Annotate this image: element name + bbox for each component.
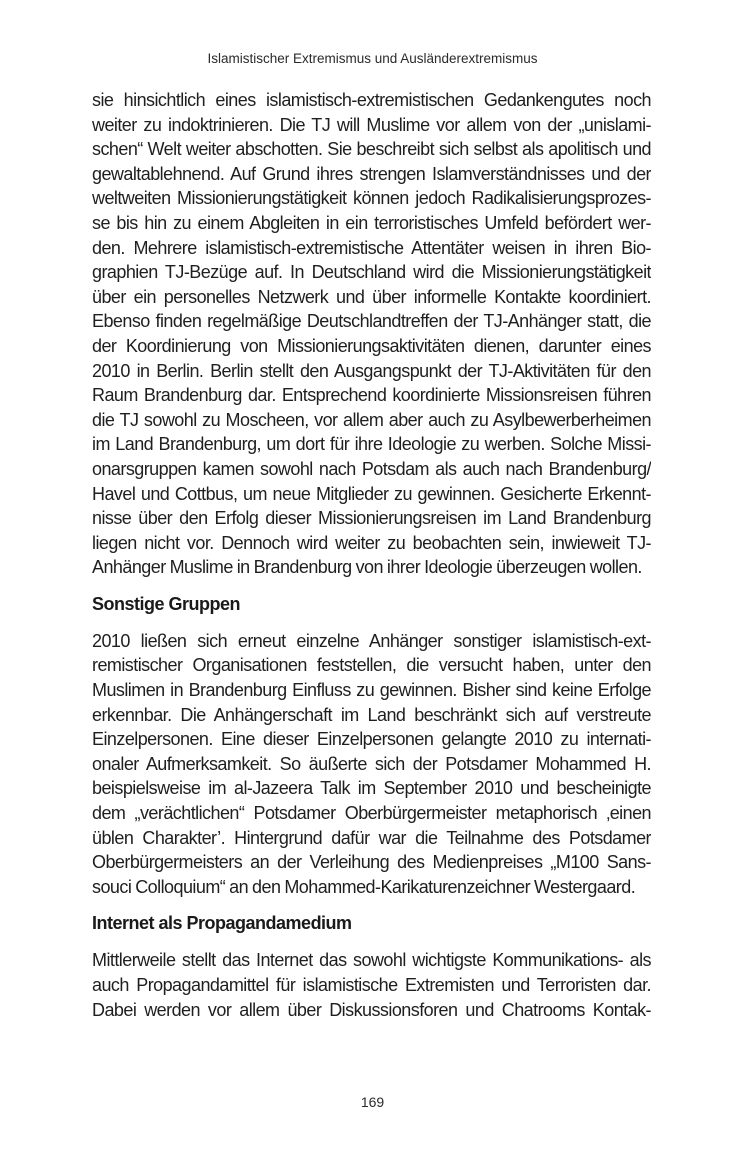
text-line: 2010 ließen sich erneut einzelne Anhänger sonstiger islamistisch-ext- — [92, 630, 651, 651]
text-line: onaler Aufmerksamkeit. So äußerte sich der Potsdamer Mohammed H. — [92, 753, 651, 774]
text-line: die TJ sowohl zu Moscheen, vor allem aber auch zu Asylbewerberheimen — [92, 409, 651, 430]
text-line: weltweiten Missionierungstätigkeit können jedoch Radikalisierungsprozes- — [92, 188, 651, 209]
text-line: auch Propagandamittel für islamistische Extremisten und Terroristen dar. — [92, 975, 651, 995]
paragraph-tj-missionary-activity — [92, 88, 651, 580]
text-line: gewaltablehnend. Auf Grund ihres strengen Islamverständnisses und der — [92, 163, 651, 184]
text-line: Anhänger Muslime in Brandenburg von ihrer Ideologie überzeugen wollen. — [92, 557, 642, 578]
page-body — [92, 88, 651, 1022]
text-line: Dabei werden vor allem über Diskussionsforen und Chatrooms Kontak- — [92, 999, 651, 1020]
text-line: schen“ Welt weiter abschotten. Sie beschreibt sich selbst als apolitisch und — [92, 139, 651, 160]
text-line: sie hinsichtlich eines islamistisch-extremistischen Gedankengutes noch — [92, 90, 651, 110]
text-line: Muslimen in Brandenburg Einfluss zu gewinnen. Bisher sind keine Erfolge — [92, 680, 651, 701]
paragraph-sonstige-gruppen — [92, 629, 651, 900]
paragraph-internet-propaganda — [92, 948, 651, 1022]
text-line: üblen Charakter’. Hintergrund dafür war die Teilnahme des Potsdamer — [92, 827, 651, 848]
section-heading-internet-propaganda: Internet als Propagandamedium — [92, 913, 352, 934]
text-line: erkennbar. Die Anhängerschaft im Land beschränkt sich auf verstreute — [92, 704, 651, 725]
text-line: der Koordinierung von Missionierungsaktivitäten dienen, darunter eines — [92, 335, 651, 356]
text-line: Oberbürgermeisters an der Verleihung des Medienpreises „M100 Sans- — [92, 852, 651, 873]
text-line: Raum Brandenburg dar. Entsprechend koordinierte Missionsreisen führen — [92, 385, 651, 406]
section-heading-sonstige-gruppen: Sonstige Gruppen — [92, 593, 241, 614]
text-line: nisse über den Erfolg dieser Missionierungsreisen im Land Brandenburg — [92, 508, 651, 529]
text-line: Mittlerweile stellt das Internet das sowohl wichtigste Kommunikations- als — [92, 950, 651, 971]
text-line: Havel und Cottbus, um neue Mitglieder zu gewinnen. Gesicherte Erkennt- — [92, 483, 651, 504]
text-line: liegen nicht vor. Dennoch wird weiter zu beobachten sein, inwieweit TJ- — [92, 532, 651, 553]
text-line: onarsgruppen kamen sowohl nach Potsdam als auch nach Brandenburg/ — [92, 458, 651, 479]
text-line: Ebenso finden regelmäßige Deutschlandtreffen der TJ-Anhänger statt, die — [92, 311, 651, 332]
text-line: weiter zu indoktrinieren. Die TJ will Muslime vor allem von der „unislami- — [92, 114, 651, 135]
text-line: souci Colloquium“ an den Mohammed-Karikaturenzeichner Westergaard. — [92, 876, 636, 897]
text-line: Einzelpersonen. Eine dieser Einzelpersonen gelangte 2010 zu internati- — [92, 729, 651, 750]
text-line: den. Mehrere islamistisch-extremistische Attentäter weisen in ihren Bio- — [92, 237, 651, 258]
text-line: graphien TJ-Bezüge auf. In Deutschland wird die Missionierungstätigkeit — [92, 262, 651, 283]
text-line: beispielsweise im al-Jazeera Talk im September 2010 und bescheinigte — [92, 778, 651, 799]
running-header: Islamistischer Extremismus und Ausländerextremismus — [207, 51, 538, 66]
text-line: im Land Brandenburg, um dort für ihre Ideologie zu werben. Solche Missi- — [92, 434, 651, 455]
text-line: über ein personelles Netzwerk und über informelle Kontakte koordiniert. — [92, 286, 651, 307]
text-line: 2010 in Berlin. Berlin stellt den Ausgangspunkt der TJ-Aktivitäten für den — [92, 360, 651, 381]
text-line: remistischer Organisationen feststellen, die versucht haben, unter den — [92, 655, 651, 676]
text-line: dem „verächtlichen“ Potsdamer Oberbürgermeister metaphorisch ‚einen — [92, 803, 651, 824]
text-line: se bis hin zu einem Abgleiten in ein terroristisches Umfeld befördert wer- — [92, 212, 651, 233]
page-number: 169 — [360, 1094, 385, 1110]
